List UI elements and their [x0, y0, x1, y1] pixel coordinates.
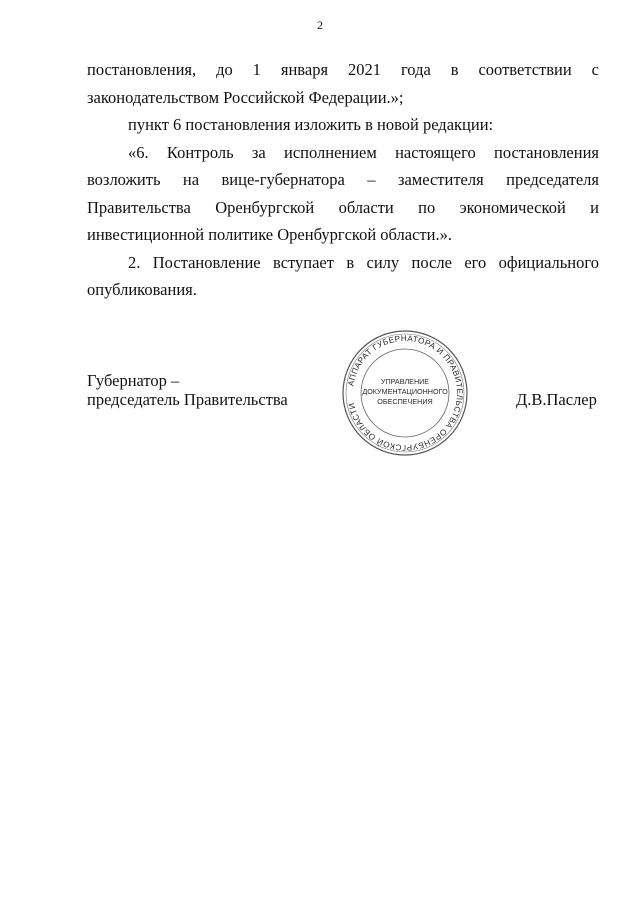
page-number: 2: [317, 18, 323, 32]
seal-ring-text: АППАРАТ ГУБЕРНАТОРА И ПРАВИТЕЛЬСТВА ОРЕНБУРГСКОЙ ОБЛАСТИ: [346, 333, 465, 453]
seal-center-line-3: ОБЕСПЕЧЕНИЯ: [377, 397, 433, 406]
paragraph-4: 2. Постановление вступает в силу после его официального опубликования.: [87, 252, 599, 299]
seal-graphic: [340, 328, 470, 458]
paragraph-1: постановления, до 1 января 2021 года в соответствии с законодательством Российской Федерации.»;: [87, 60, 599, 107]
signatory-title-line-2: председатель Правительства: [87, 390, 288, 409]
seal-center-line-2: ДОКУМЕНТАЦИОННОГО: [362, 387, 448, 396]
signatory-name: Д.В.Паслер: [516, 390, 597, 409]
paragraph-2: пункт 6 постановления изложить в новой редакции:: [128, 115, 494, 134]
document-body: [87, 56, 599, 304]
seal-center-line-1: УПРАВЛЕНИЕ: [380, 377, 430, 386]
signatory-title: [87, 371, 288, 409]
signatory-title-line-1: Губернатор –: [87, 371, 180, 390]
paragraph-3: «6. Контроль за исполнением настоящего постановления возложить на вице-губернатора – заместителя председателя Правительства Оренбургской области по экономической и инвестиционной политике Оренбургской области.».: [87, 142, 599, 244]
official-seal: [340, 328, 470, 458]
